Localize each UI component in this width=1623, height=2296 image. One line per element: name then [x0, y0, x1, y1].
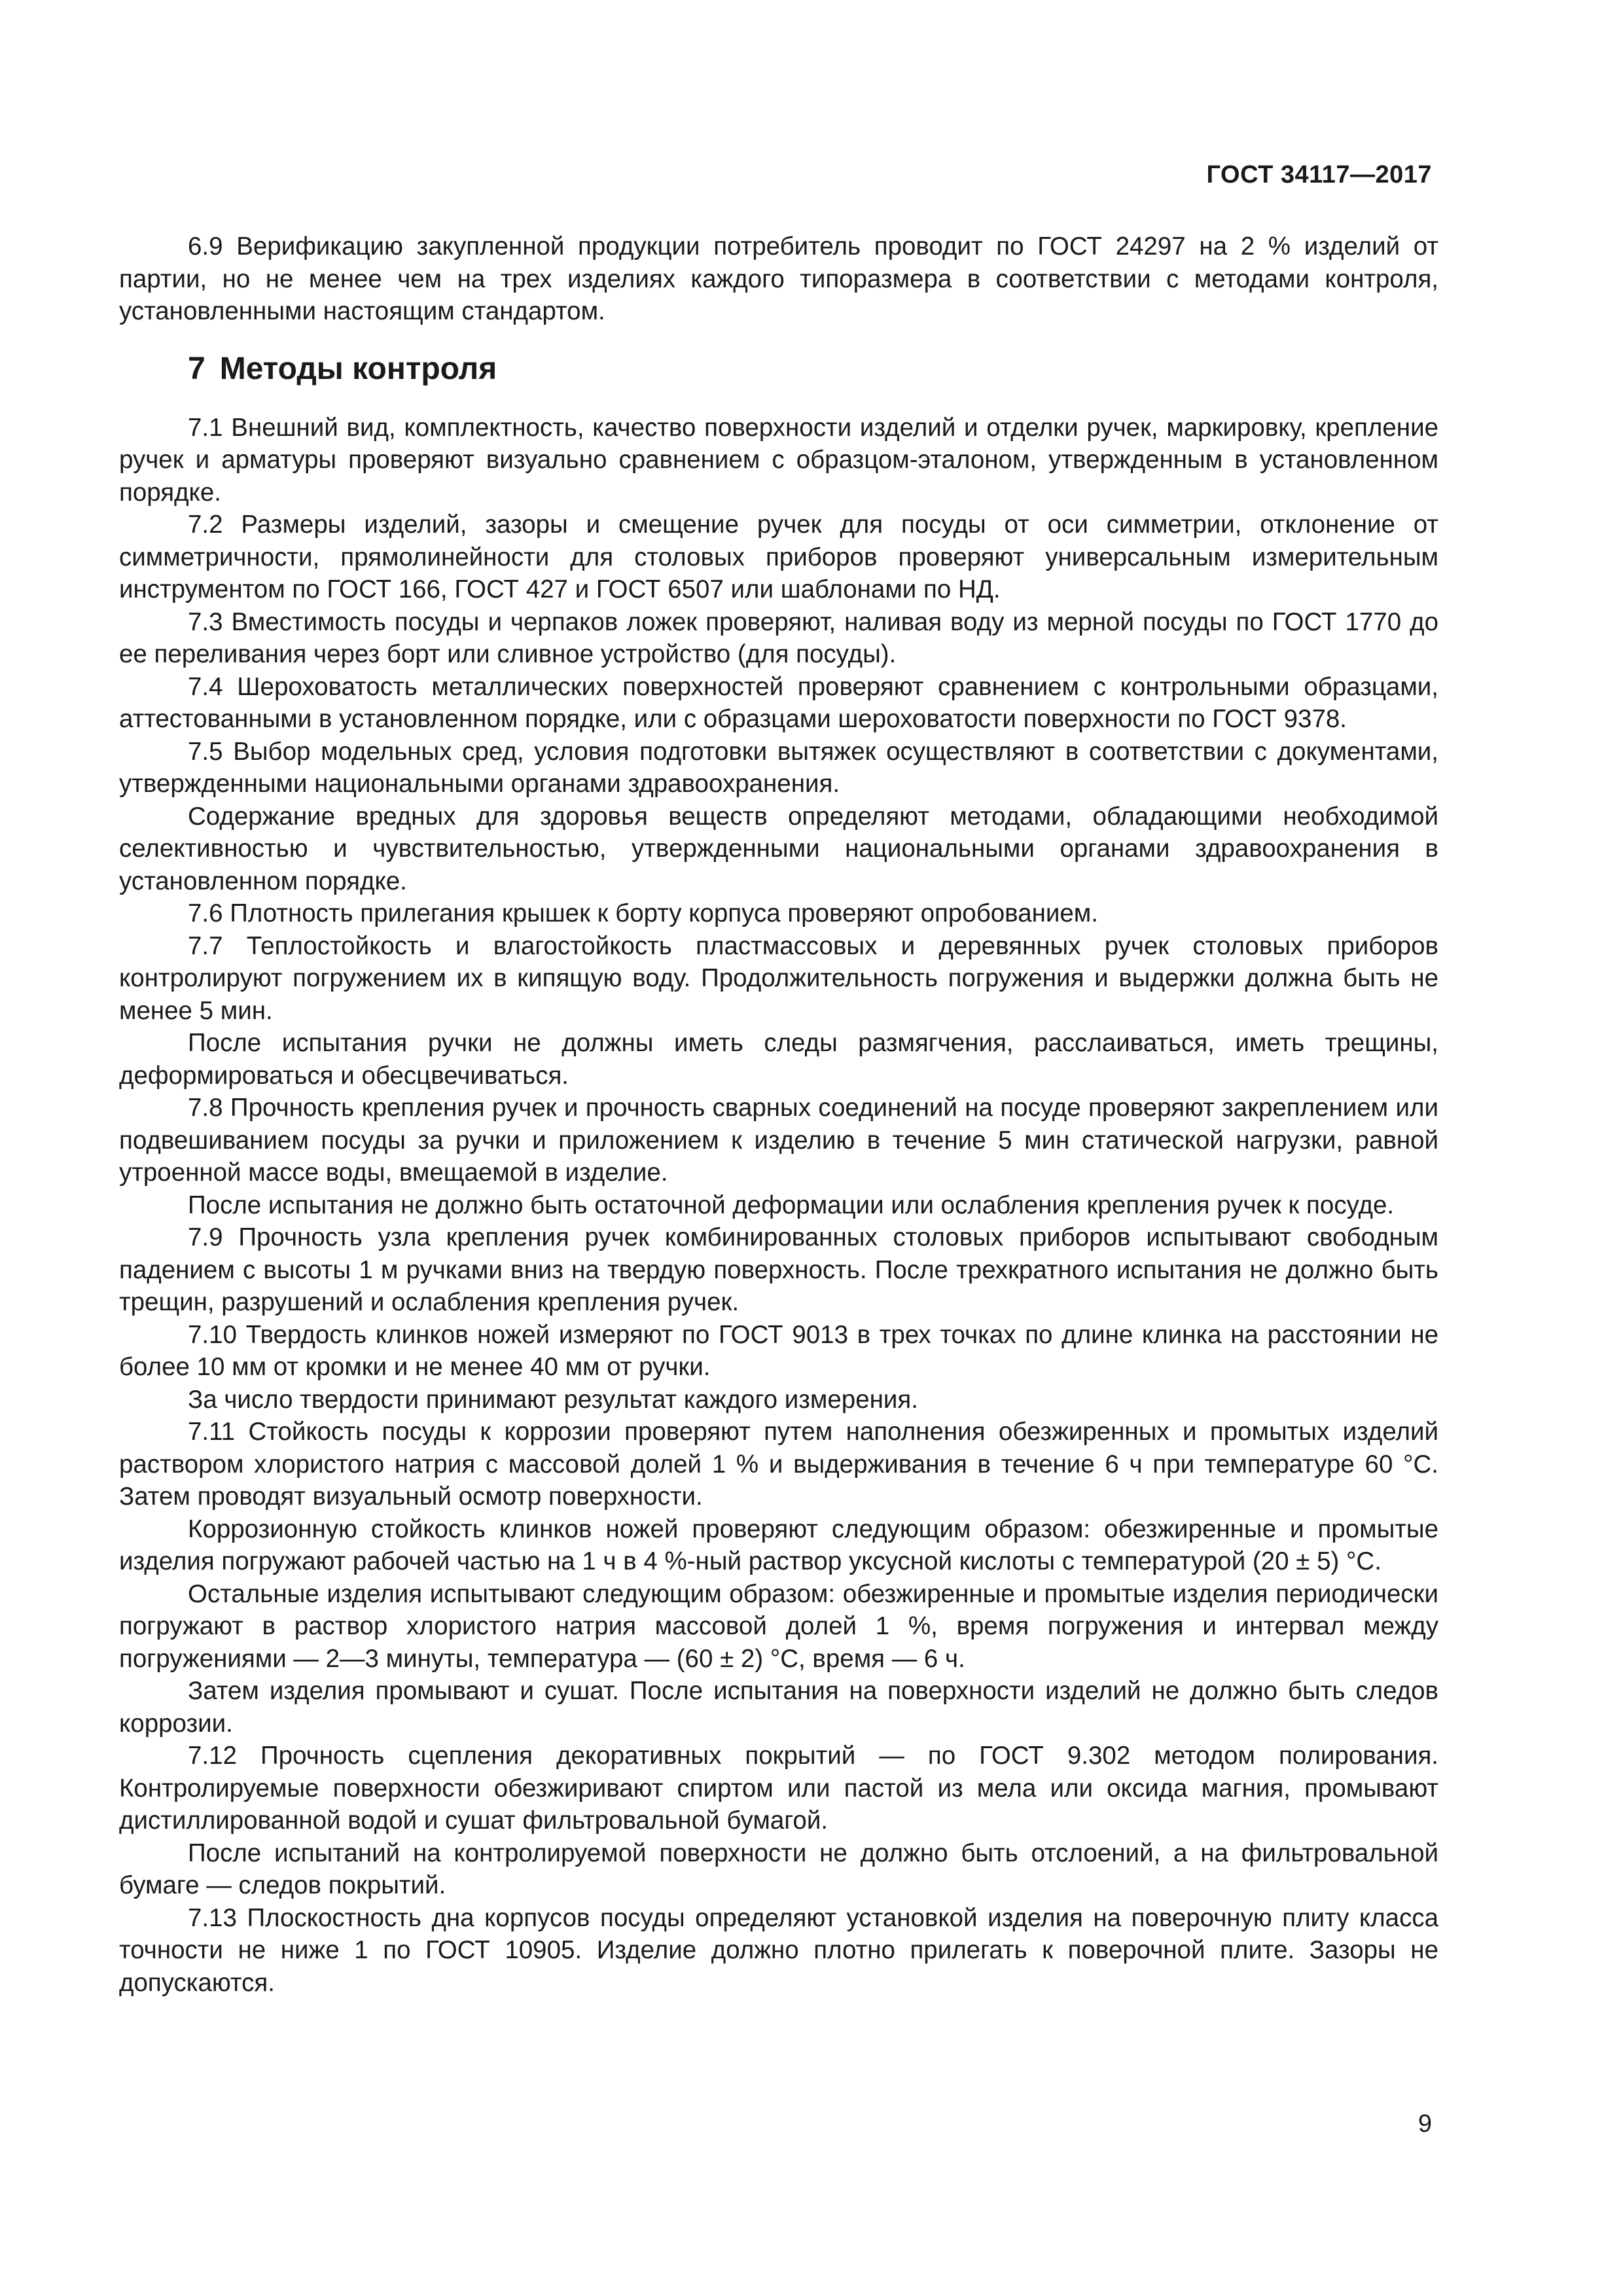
- section-heading: [119, 350, 1438, 388]
- paragraph: 7.11 Стойкость посуды к коррозии проверяют путем наполнения обезжиренных и промытых изделий раствором хлористого натрия с массовой долей 1 % и выдерживания в течение 6 ч при температуре 60 °С. Затем проводят визуальный осмотр поверхности.: [119, 1418, 1438, 1511]
- paragraph: 7.6 Плотность прилегания крышек к борту корпуса проверяют опробованием.: [188, 899, 1098, 927]
- paragraph: 7.2 Размеры изделий, зазоры и смещение ручек для посуды от оси симметрии, отклонение от симметричности, прямолинейности для столовых приборов проверяют универсальным измерительным инструментом по ГОСТ 166, ГОСТ 427 и ГОСТ 6507 или шаблонами по НД.: [119, 511, 1438, 603]
- section-title: Методы контроля: [219, 351, 497, 386]
- paragraph: 7.4 Шероховатость металлических поверхностей проверяют сравнением с контрольными образцами, аттестованными в установленном порядке, или с образцами шероховатости поверхности по ГОСТ 9378.: [119, 672, 1438, 733]
- paragraph: За число твердости принимают результат каждого измерения.: [188, 1385, 918, 1414]
- paragraph-6-9: 6.9 Верификацию закупленной продукции потребитель проводит по ГОСТ 24297 на 2 % изделий от партии, но не менее чем на трех изделиях каждого типоразмера в соответствии с методами контроля, установленными настоящим стандартом.: [119, 232, 1438, 325]
- paragraph: 7.13 Плоскостность дна корпусов посуды определяют установкой изделия на поверочную плиту класса точности не ниже 1 по ГОСТ 10905. Изделие должно плотно прилегать к поверочной плите. Зазоры не допускаются.: [119, 1903, 1438, 1997]
- paragraph: Затем изделия промывают и сушат. После испытания на поверхности изделий не должно быть следов коррозии.: [119, 1677, 1438, 1738]
- page-number: 9: [1418, 2110, 1432, 2138]
- paragraph: Содержание вредных для здоровья веществ определяют методами, обладающими необходимой селективностью и чувствительностью, утвержденными национальными органами здравоохранения в установленном порядке.: [119, 802, 1438, 895]
- paragraph: 7.7 Теплостойкость и влагостойкость пластмассовых и деревянных ручек столовых приборов контролируют погружением их в кипящую воду. Продолжительность погружения и выдержки должна быть не менее 5 мин.: [119, 931, 1438, 1025]
- section-number: 7: [188, 351, 205, 386]
- paragraph: 7.5 Выбор модельных сред, условия подготовки вытяжек осуществляют в соответствии с документами, утвержденными национальными органами здравоохранения.: [119, 737, 1438, 798]
- document-code: ГОСТ 34117—2017: [1206, 161, 1432, 188]
- paragraph: Остальные изделия испытывают следующим образом: обезжиренные и промытые изделия периодически погружают в раствор хлористого натрия массовой долей 1 %, время погружения и интервал между погружениями — 2—3 минуты, температура — (60 ± 2) °С, время — 6 ч.: [119, 1579, 1438, 1673]
- paragraph: 7.8 Прочность крепления ручек и прочность сварных соединений на посуде проверяют закреплением или подвешиванием посуды за ручки и приложением к изделию в течение 5 мин статической нагрузки, равной утроенной массе воды, вмещаемой в изделие.: [119, 1094, 1438, 1187]
- paragraph: 7.12 Прочность сцепления декоративных покрытий — по ГОСТ 9.302 методом полирования. Контролируемые поверхности обезжиривают спиртом или пастой из мела или оксида магния, промывают дистиллированной водой и сушат фильтровальной бумагой.: [119, 1742, 1438, 1835]
- paragraph: После испытания ручки не должны иметь следы размягчения, расслаиваться, иметь трещины, деформироваться и обесцвечиваться.: [119, 1029, 1438, 1090]
- paragraph: После испытания не должно быть остаточной деформации или ослабления крепления ручек к посуде.: [188, 1191, 1395, 1219]
- paragraph: 7.3 Вместимость посуды и черпаков ложек проверяют, наливая воду из мерной посуды по ГОСТ 1770 до ее переливания через борт или сливное устройство (для посуды).: [119, 607, 1438, 668]
- paragraph: 7.1 Внешний вид, комплектность, качество поверхности изделий и отделки ручек, маркировку, крепление ручек и арматуры проверяют визуально сравнением с образцом-эталоном, утвержденным в установленном порядке.: [119, 413, 1438, 507]
- paragraph: 7.9 Прочность узла крепления ручек комбинированных столовых приборов испытывают свободным падением с высоты 1 м ручками вниз на твердую поверхность. После трехкратного испытания не должно быть трещин, разрушений и ослабления крепления ручек.: [119, 1223, 1438, 1316]
- paragraph: Коррозионную стойкость клинков ножей проверяют следующим образом: обезжиренные и промытые изделия погружают рабочей частью на 1 ч в 4 %-ный раствор уксусной кислоты с температурой (20 ± 5) °С.: [119, 1515, 1438, 1575]
- paragraph: 7.10 Твердость клинков ножей измеряют по ГОСТ 9013 в трех точках по длине клинка на расстоянии не более 10 мм от кромки и не менее 40 мм от ручки.: [119, 1320, 1438, 1381]
- paragraph: После испытаний на контролируемой поверхности не должно быть отслоений, а на фильтровальной бумаге — следов покрытий.: [119, 1839, 1438, 1899]
- page-content: [119, 230, 1438, 1999]
